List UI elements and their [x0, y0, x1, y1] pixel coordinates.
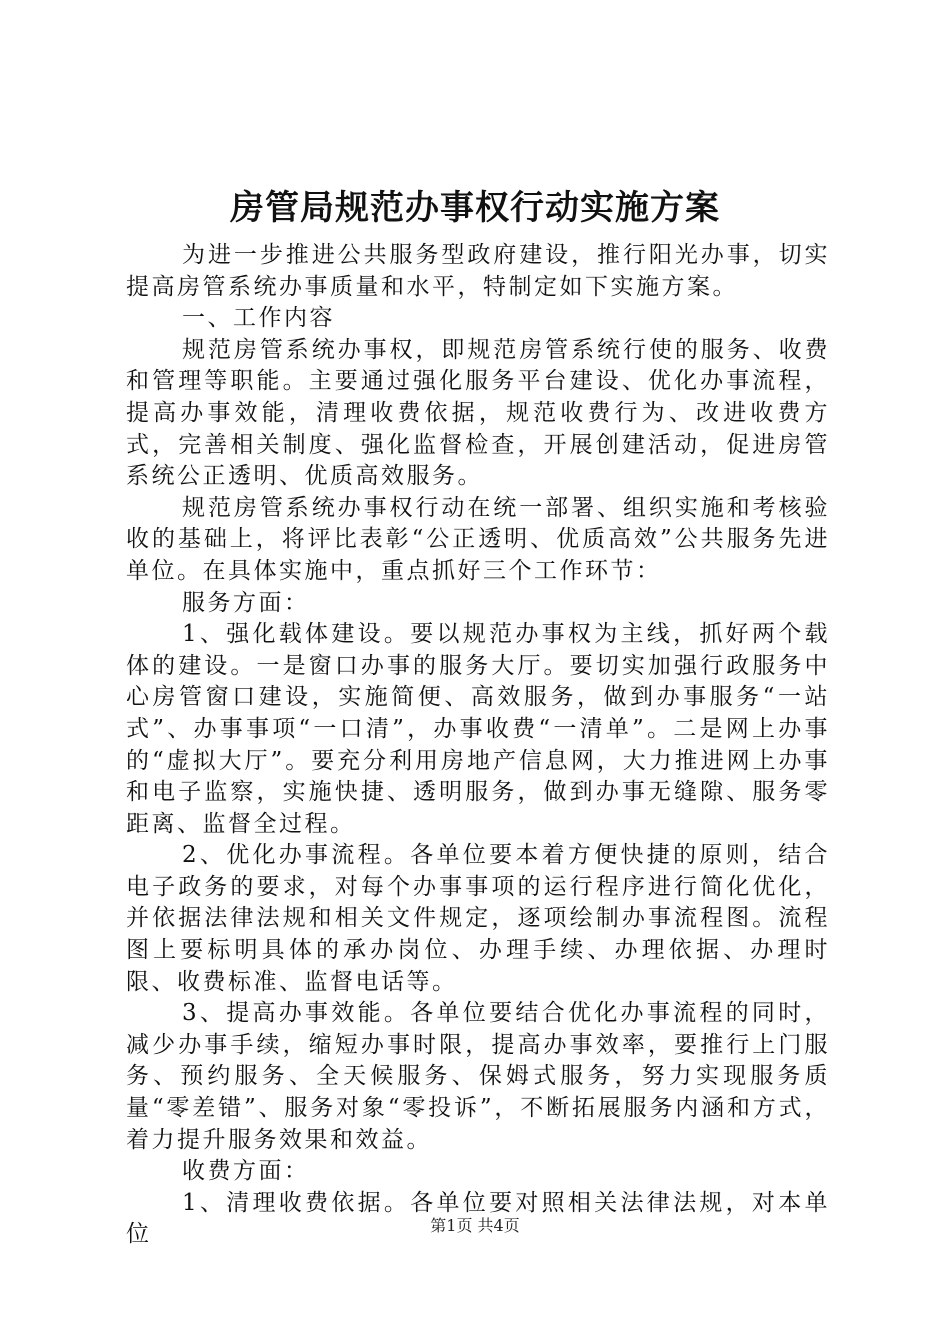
document-title: 房管局规范办事权行动实施方案	[230, 188, 720, 228]
subheading-fees: 收费方面：	[182, 1158, 310, 1185]
paragraph-intro: 为进一步推进公共服务型政府建设，推行阳光办事，切实提高房管系统办事质量和水平，特制定如下实施方案。	[126, 242, 830, 300]
paragraph-service-item-2: 2、优化办事流程。各单位要本着方便快捷的原则，结合电子政务的要求，对每个办事事项的运行程序进行简化优化，并依据法律法规和相关文件规定，逐项绘制办事流程图。流程图上要标明具体的承办岗位、办理手续、办理依据、办理时限、收费标准、监督电话等。	[126, 842, 830, 995]
paragraph-fees-item-1: 1、清理收费依据。各单位要对照相关法律法规，对本单位	[126, 1189, 830, 1248]
section-heading-work-content: 一、工作内容	[182, 305, 335, 332]
paragraph-evaluation: 规范房管系统办事权行动在统一部署、组织实施和考核验收的基础上，将评比表彰“公正透明、优质高效”公共服务先进单位。在具体实施中，重点抓好三个工作环节：	[126, 494, 830, 584]
paragraph-service-item-1: 1、强化载体建设。要以规范办事权为主线，抓好两个载体的建设。一是窗口办事的服务大厅。要切实加强行政服务中心房管窗口建设，实施简便、高效服务，做到办事服务“一站式”、办事事项“一口清”，办事收费“一清单”。二是网上办事的“虚拟大厅”。要充分利用房地产信息网，大力推进网上办事和电子监察，实施快捷、透明服务，做到办事无缝隙、服务零距离、监督全过程。	[126, 621, 830, 837]
document-body	[126, 240, 830, 1251]
subheading-service: 服务方面：	[182, 589, 310, 616]
page-number-footer: 第1页 共4页	[430, 1216, 520, 1235]
paragraph-definition: 规范房管系统办事权，即规范房管系统行使的服务、收费和管理等职能。主要通过强化服务平台建设、优化办事流程，提高办事效能，清理收费依据，规范收费行为、改进收费方式，完善相关制度、强化监督检查，开展创建活动，促进房管系统公正透明、优质高效服务。	[126, 336, 830, 490]
paragraph-service-item-3: 3、提高办事效能。各单位要结合优化办事流程的同时，减少办事手续，缩短办事时限，提高办事效率，要推行上门服务、预约服务、全天候服务、保姆式服务，努力实现服务质量“零差错”、服务对象“零投诉”，不断拓展服务内涵和方式，着力提升服务效果和效益。	[126, 1000, 830, 1153]
